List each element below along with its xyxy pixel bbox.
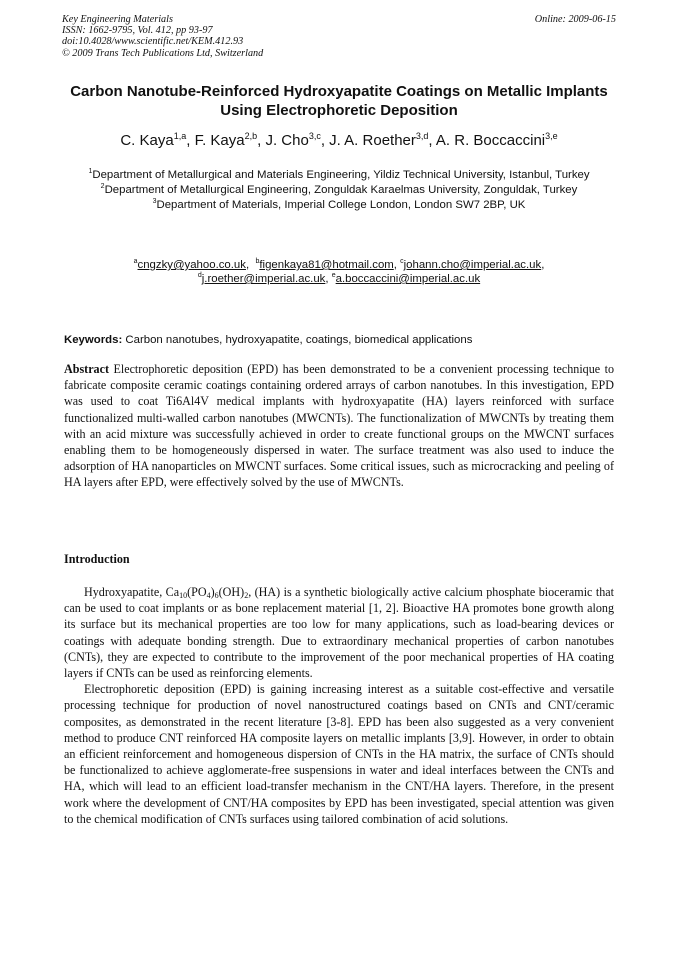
text-run: ) [210,585,215,599]
email-link[interactable]: johann.cho@imperial.ac.uk [403,259,542,271]
affiliation [64,183,614,198]
paragraph [64,584,614,681]
affiliation-text: Department of Metallurgical and Materials Engineering, Yildiz Technical University, Istanbul, Turkey [92,169,590,181]
author-name: C. Kaya [120,132,174,149]
journal-doi: doi:10.4028/www.scientific.net/KEM.412.93 [62,36,244,48]
email-mark: b [255,258,260,265]
author-name: A. R. Boccaccini [435,132,546,149]
affiliation-mark: 1 [88,168,93,175]
author-affiliation-mark: 2,b [244,131,258,141]
affiliation-mark: 2 [100,183,105,190]
email-link[interactable]: j.roether@imperial.ac.uk [201,273,326,285]
subscript: 6 [214,591,219,600]
text-run: , (HA) is a synthetic biologically active calcium phosphate bioceramic that can be used to coat implants or as bone replacement material [1, 2]. Bioactive HA promotes bone growth along its surface but its mechanical properties are too low for many applications, such as load-bearing devices or coatings with adequate bonding strength. Due to extraordinary mechanical properties of carbon nanotubes (CNTs), they are expected to contribute to the improvement of the poor mechanical properties of HA coating layers if CNTs can be used as reinforcing elements. [64,585,614,681]
text-run: (OH) [218,585,245,599]
affiliation [64,168,614,183]
journal-name: Key Engineering Materials [62,14,173,25]
section-heading-introduction: Introduction [64,552,130,566]
email-mark: e [331,272,336,279]
author-affiliation-mark: 1,a [173,131,187,141]
author-affiliation-mark: 3,d [415,131,429,141]
email-mark: d [197,272,202,279]
email-link[interactable]: figenkaya81@hotmail.com [259,259,394,271]
journal-issn: ISSN: 1662-9795, Vol. 412, pp 93-97 [62,25,213,37]
email-mark: c [400,258,404,265]
introduction-body [64,584,614,827]
online-date: Online: 2009-06-15 [534,14,616,25]
affiliation-mark: 3 [152,198,157,205]
email-link[interactable]: cngzky@yahoo.co.uk [137,259,246,271]
author-affiliation-mark: 3,e [545,131,558,141]
email-link[interactable]: a.boccaccini@imperial.ac.uk [335,273,481,285]
affiliation-list [64,168,614,213]
abstract-text: Electrophoretic deposition (EPD) has been demonstrated to be a convenient processing technique to fabricate composite ceramic coatings containing ordered arrays of carbon nanotubes. In this investigation, EPD was used to coat Ti6Al4V medical implants with hydroxyapatite (HA) layers reinforced with surface functionalized multi-walled carbon nanotubes (MWCNTs). The functionalization of MWCNTs by treating them with an acid mixture was successfully achieved in order to create functional groups on the MWCNT surfaces enabling them to be homogeneously dispersed in water. The surface treatment was also used to induce the adsorption of HA nanoparticles on MWCNT surfaces. Some critical issues, such as microcracking and peeling of HA layers after EPD, were effectively solved by the use of MWCNTs. [64,362,614,490]
journal-copyright: © 2009 Trans Tech Publications Ltd, Switzerland [62,47,264,59]
journal-header [62,14,616,59]
email-mark: a [133,258,138,265]
text-run: Hydroxyapatite, Ca [84,585,180,599]
author-name: J. A. Roether [329,132,416,149]
keywords-label: Keywords: [64,334,123,346]
abstract [64,361,614,491]
author-affiliation-mark: 3,c [308,131,321,141]
affiliation-text: Department of Metallurgical Engineering, Zonguldak Karaelmas University, Zonguldak, Turkey [104,184,578,196]
paper-title: Carbon Nanotube-Reinforced Hydroxyapatite Coatings on Metallic Implants Using Electrophoretic Deposition [70,83,608,119]
subscript: 10 [179,591,188,600]
subscript: 2 [244,591,249,600]
keywords-text: Carbon nanotubes, hydroxyapatite, coatings, biomedical applications [125,334,473,346]
text-run: (PO [187,585,207,599]
author-list: C. Kaya$^{1,a}$, F. Kaya$^{2,b}$, J. Cho$^{3,c}$, J. A. Roether$^{3,d}$, A. R. Boccaccini$^{3,e}$ [120,131,558,149]
paragraph: Electrophoretic deposition (EPD) is gaining increasing interest as a suitable cost-effective and versatile processing technique for production of novel nanostructured coatings based on CNTs and CNT/ceramic composites, as demonstrated in the recent literature [3-8]. EPD has been also suggested as a very convenient method to produce CNT reinforced HA composite layers on metallic implants [3,9]. However, in order to obtain an efficient reinforcement and homogeneous dispersion of CNTs in the HA matrix, the surface of CNTs should be functionalized to achieve agglomerate-free suspensions in water and ideal interfaces between the CNTs and HA, which will lead to an efficient load-transfer mechanism in the CNT/HA layers. Therefore, in the present work where the development of CNT/HA composites by EPD has been investigated, special attention was given to the chemical modification of CNTs surfaces using tailored combination of acid solutions. [64,682,614,826]
affiliation-text: Department of Materials, Imperial College London, London SW7 2BP, UK [156,199,526,211]
author-name: J. Cho [265,132,309,149]
subscript: 4 [206,591,211,600]
email-list: $^a$cngzky@yahoo.co.uk, $^b$figenkaya81@hotmail.com, $^c$johann.cho@imperial.ac.uk, $^d$j.roether@imperial.ac.uk, $^e$a.boccaccini@imperial.ac.uk [133,258,545,285]
author-name: F. Kaya [194,132,245,149]
affiliation [64,198,614,213]
keywords [64,333,616,348]
abstract-label: Abstract [64,362,110,376]
